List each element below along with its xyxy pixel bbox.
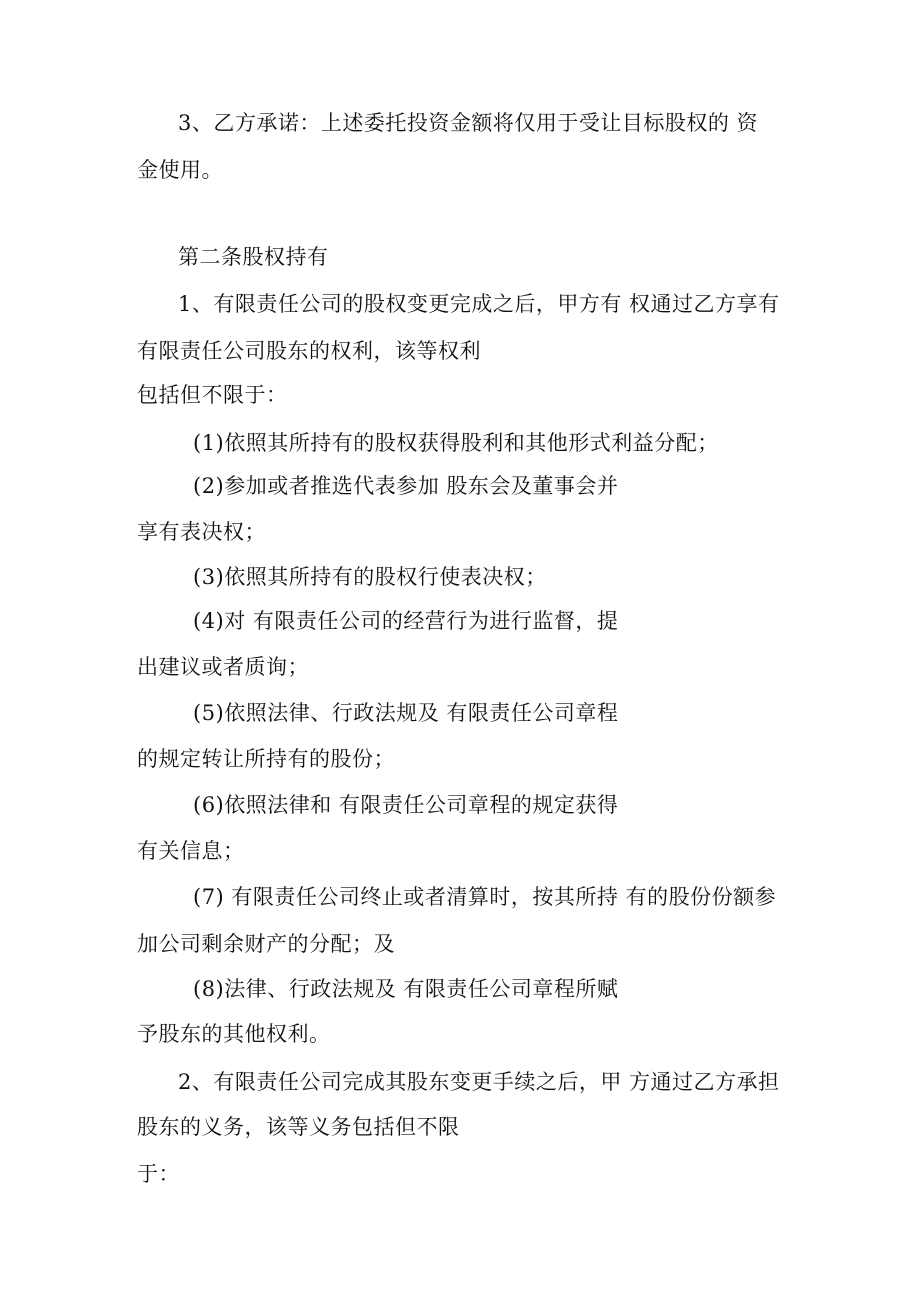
- right-4-line-1: (4)对 有限责任公司的经营行为进行监督，提: [193, 609, 619, 633]
- para-1-line-3: 包括但不限于：: [137, 383, 288, 407]
- para-2-line-2: 股东的义务，该等义务包括但不限: [137, 1115, 460, 1139]
- para-2-line-3: 于：: [137, 1162, 180, 1186]
- right-8-line-2: 予股东的其他权利。: [137, 1022, 331, 1046]
- clause-3-line-2: 金使用。: [137, 158, 223, 182]
- para-2-line-1: 2、有限责任公司完成其股东变更手续之后，甲 方通过乙方承担: [178, 1070, 780, 1094]
- article-2-heading: 第二条股权持有: [178, 245, 329, 269]
- clause-3-line-1: 3、乙方承诺：上述委托投资金额将仅用于受让目标股权的 资: [178, 111, 759, 135]
- right-4-line-2: 出建议或者质询；: [137, 655, 309, 679]
- right-5-line-1: (5)依照法律、行政法规及 有限责任公司章程: [193, 701, 619, 725]
- right-3-line-1: (3)依照其所持有的股权行使表决权；: [193, 565, 547, 589]
- right-5-line-2: 的规定转让所持有的股份；: [137, 747, 395, 771]
- right-2-line-1: (2)参加或者推选代表参加 股东会及董事会并: [193, 474, 619, 498]
- right-2-line-2: 享有表决权；: [137, 520, 266, 544]
- right-6-line-1: (6)依照法律和 有限责任公司章程的规定获得: [193, 793, 619, 817]
- para-1-line-1: 1、有限责任公司的股权变更完成之后，甲方有 权通过乙方享有: [178, 292, 780, 316]
- right-6-line-2: 有关信息；: [137, 839, 245, 863]
- right-7-line-1: (7) 有限责任公司终止或者清算时，按其所持 有的股份份额参: [193, 885, 777, 909]
- right-7-line-2: 加公司剩余财产的分配；及: [137, 932, 395, 956]
- right-8-line-1: (8)法律、行政法规及 有限责任公司章程所赋: [193, 977, 619, 1001]
- right-1-line-1: (1)依照其所持有的股权获得股利和其他形式利益分配；: [193, 431, 719, 455]
- para-1-line-2: 有限责任公司股东的权利，该等权利: [137, 339, 481, 363]
